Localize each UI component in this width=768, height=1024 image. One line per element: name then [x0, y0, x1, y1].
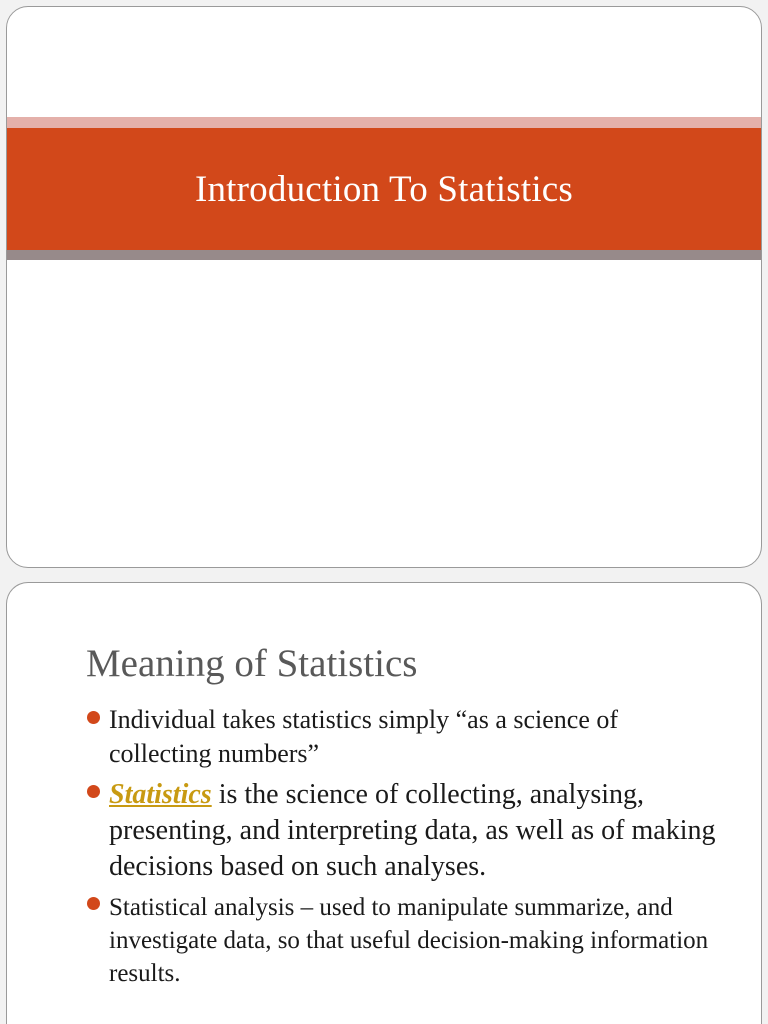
slide-meaning — [6, 582, 762, 1024]
bullet-item — [87, 703, 727, 771]
bullet-dot-icon — [87, 785, 100, 798]
title-bottom-stripe — [7, 250, 761, 260]
bullet-item — [87, 777, 727, 885]
slide-title-text: Introduction To Statistics — [194, 168, 574, 210]
bullet-dot-icon — [87, 711, 100, 724]
bullet-text: Individual takes statistics simply “as a science of collecting numbers” — [109, 705, 619, 768]
bullet-text: Statistical analysis – used to manipulate summarize, and investigate data, so that useful decision-making information results. — [109, 894, 709, 987]
title-band — [7, 128, 761, 250]
slide-heading: Meaning of Statistics — [86, 642, 418, 685]
bullet-dot-icon — [87, 897, 100, 910]
bullet-item — [87, 891, 727, 990]
statistics-keyword-link[interactable]: Statistics — [109, 779, 212, 810]
title-top-stripe — [7, 117, 761, 128]
bullet-text: is the science of collecting, analysing, presenting, and interpreting data, as well as of making decisions based on such analyses. — [109, 779, 716, 882]
slide-title — [6, 6, 762, 568]
bullet-list — [87, 703, 727, 990]
